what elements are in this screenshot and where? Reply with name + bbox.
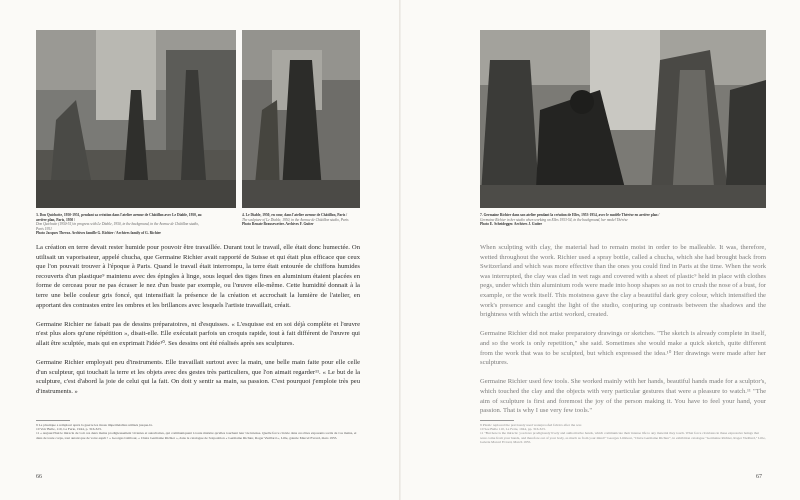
caption-3-french: 3. Don Quichotte, 1950-1951, pendant sa création dans l'atelier avenue de Châtillon avec Le Diable, 1950, au arrière plan, Paris, 1950 / <box>36 213 202 222</box>
footnote: 10 See Bulle 110, La Ferie, 1944, pp. 316-323. <box>480 426 546 431</box>
footnote: 9 Plastic replaced the previously used waterproofed fabrics after the war. <box>480 422 582 427</box>
photo-le-diable <box>242 30 360 208</box>
page-number-left: 66 <box>36 474 42 480</box>
photo-richier-studio <box>480 30 766 208</box>
caption-figure-7 <box>480 213 740 227</box>
caption-figure-4 <box>242 213 354 227</box>
caption-7-credit: Photo E. Scheidegger. Archives J. Guiter <box>480 222 543 227</box>
paragraph: Germaine Richier employait peu d'instruments. Elle travaillait surtout avec la main, une belle main faite pour elle celle d'un sculpteur, qui touchait la terre et les objets avec des gestes très particuliers, que l'on aimait regarder¹¹. « Le but de la sculpture, c'est d'abord la joie de celui qui la fait. On doit y sentir sa main, sa passion. C'est pourquoi j'emploie très peu d'instruments. » <box>36 359 360 395</box>
body-text-french <box>36 243 360 406</box>
footnote: 9 Le plastique a remplacé après la guerre les tissus imperméables utilisés jusque-là. <box>36 422 153 427</box>
caption-7-english: Germaine Richier in her studio when working on Elles 1953-54, in the background, her model Thérèse <box>480 217 628 222</box>
footnotes-english <box>480 420 766 445</box>
caption-4-english: The sculpture of Le Diable, 1950, in the Avenue de Châtillon studio, Paris <box>242 217 349 222</box>
caption-7-french: 7. Germaine Richier dans son atelier pendant la création de Elles, 1953-1954, avec le modèle Thérèse en arrière plan / <box>480 213 660 217</box>
paragraph: Germaine Richier did not make preparatory drawings or sketches. "The sketch is already complete in itself, and so the work is only repetition," she said. Sometimes she would make a quick sketch, quite different from the work that was to be sculpted, but which expressed the idea.¹⁰ Her drawings were made after her sculptures. <box>480 330 766 367</box>
right-page <box>401 0 800 500</box>
caption-4-french: 4. Le Diable, 1950, en cour, dans l'atelier avenue de Châtillon, Paris / <box>242 213 348 217</box>
paragraph: La création en terre devait rester humide pour pouvoir être travaillée. Durant tout le travail, elle était donc humectée. On utilisait un vaporisateur, appelé chucha, que Germaine Richier avait rapporté de Suisse et qui était plus efficace que ceux que l'on pouvait trouver à l'époque à Paris. Quand le travail était interrompu, la terre était entourée de chiffons humides recouverts d'un plastique⁹ maintenu avec des épingles à linge, sous lequel des tiges fines en aluminium étaient placées en forme de cerceau pour ne pas écraser le nez d'un buste par exemple, ou l'œuvre elle-même. Cette humidité donnait à la terre une belle couleur gris foncé, qui intensifiait la présence de la création et accrochait la lumière de l'atelier, en apportant des contrastes entre les ombres et les brillances avec lesquels l'artiste travaillait, créait. <box>36 244 360 309</box>
paragraph: When sculpting with clay, the material had to remain moist in order to be malleable. It was, therefore, wetted throughout the work. Richier used a spray bottle, called a chucha, which she had brought back from Switzerland and which was more effective than the ones you could find in Paris at the time. When the work was interrupted, the clay was clad in wet rags and covered with a sheet of plastic⁹ held in place with clothes pegs, under which thin aluminium rods were made into hoop shapes so as not to crush the nose of a bust, for example, or the work itself. This moistness gave the clay a beautiful dark grey colour, which intensified the work's presence and caught the light of the studio, conjuring up contrasts between the shadows and the brightness with which the artist worked, created. <box>480 244 766 319</box>
footnotes-french <box>36 420 360 440</box>
photo-don-quichotte <box>36 30 236 208</box>
left-page <box>0 0 399 500</box>
caption-3-english: Don Quichotte (1950-51) in progress with Le Diable, 1950, in the background, in the Avenue de Châtillon studio, Paris 1951 <box>36 222 199 231</box>
caption-4-credit: Photo Renate Brausewetter. Archives F. Guiter <box>242 222 314 227</box>
caption-figure-3 <box>36 213 206 236</box>
footnote: 11 « Aujourd'hui le miracle de voir ces deux mains prodigieusement vivantes et autoritaires, qui communiquent à toute matière qu'elles touchent leur vie intense. Quelle force circule dans ces êtres exposants sortis de vos mains, et dans de toute corps, tout autant que de votre esprit ! » Georges Limbour, « Chère Germaine Richier », dans le catalogue de l'exposition « Germaine Richier, Roger Vieillard », Lille, galerie Marcel Evrard, mars 1955. <box>36 431 357 440</box>
page-number-right: 67 <box>756 474 762 480</box>
footnote-rule <box>36 420 70 421</box>
caption-3-credit: Photo Jacques Thevoz. Archives famille G. Richier / Archives family of G. Richier <box>36 231 162 236</box>
paragraph: Germaine Richier used few tools. She worked mainly with her hands, beautiful hands made for a sculptor's, which touched the clay and the objects with very particular gestures that were a pleasure to watch.¹¹ "The aim of sculpture is first and foremost the joy of the person making it. You have to feel your hand, your passion. That is why I use very few tools." <box>480 378 766 415</box>
footnote-rule <box>480 420 514 421</box>
footnote: 10 Voir Bulle, 110, La Ferie, 1944, p. 316-323. <box>36 426 102 431</box>
body-text-english <box>480 243 766 425</box>
footnote: 11 "But here is the miracle: you have prodigiously lively and authoritative hands, which communicate their intense life to any material they touch. What force circulates in these expressive beings that were come from your hands, and therefore out of your body, as much as from your mind!" Georges Limbour, "Chère Germaine Richier", in exhibition catalogue "Germaine Richier, Roger Vieillard," Lille, Galerie Marcel Evrard, March 1955. <box>480 431 766 445</box>
paragraph: Germaine Richier ne faisait pas de dessins préparatoires, ni d'esquisses. « L'esquisse est en soi déjà complète et l'œuvre n'est plus alors qu'une répétition », disait-elle. Elle exécutait parfois un croquis rapide, tout à fait différent de l'œuvre qui allait être sculptée, mais qui en exprimait l'idée¹⁰. Ses dessins ont été réalisés après ses sculptures. <box>36 320 360 347</box>
